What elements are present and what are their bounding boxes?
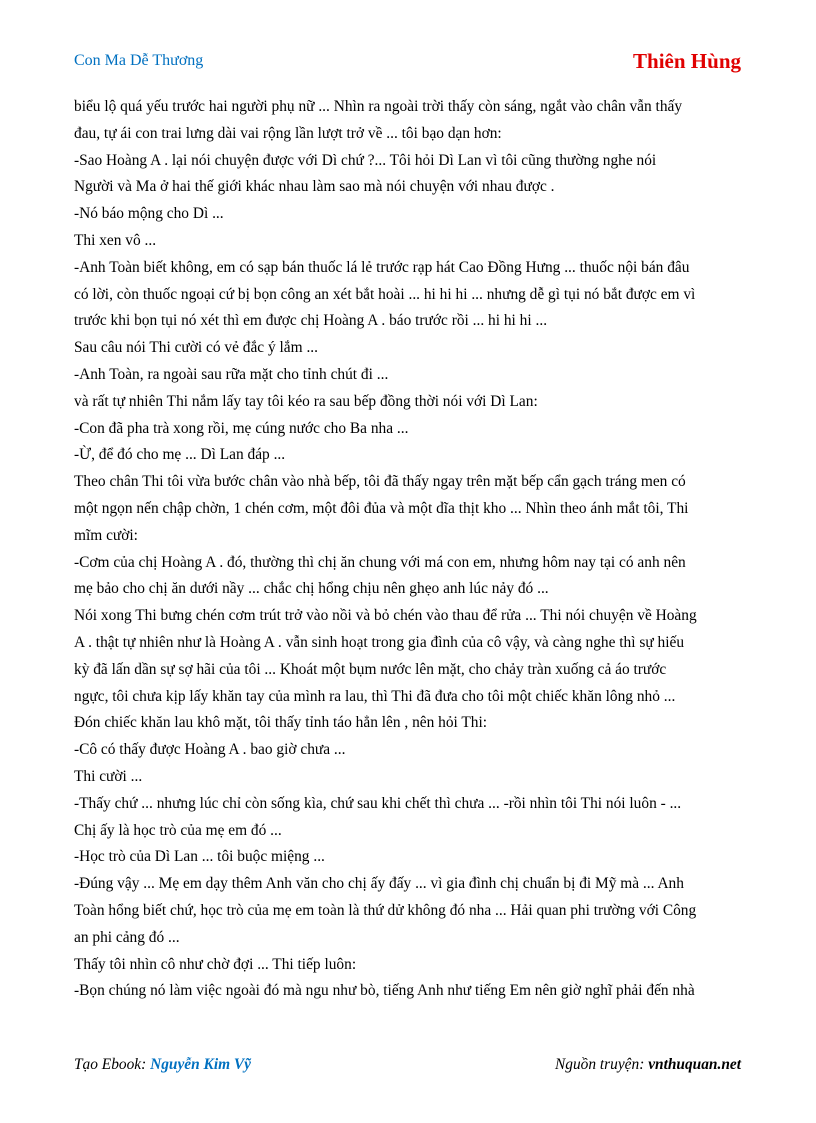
- text-line: -Đúng vậy ... Mẹ em dạy thêm Anh văn cho chị ấy đấy ... vì gia đình chị chuẩn bị đi Mỹ mà ... Anh: [74, 875, 684, 893]
- text-line: Sau câu nói Thi cười có vẻ đắc ý lắm ...: [74, 339, 318, 357]
- source-site: vnthuquan.net: [648, 1056, 741, 1073]
- text-line: đau, tự ái con trai lưng dài vai rộng lần lượt trở về ... tôi bạo dạn hơn:: [74, 124, 502, 142]
- text-line: biểu lộ quá yếu trước hai người phụ nữ ... Nhìn ra ngoài trời thấy còn sáng, ngắt vào chân vẫn thấy: [74, 98, 683, 115]
- text-line: -Bọn chúng nó làm việc ngoài đó mà ngu như bò, tiếng Anh như tiếng Em nên giờ nghĩ phải đến nhà: [74, 982, 695, 1000]
- text-line: -Con đã pha trà xong rồi, mẹ cúng nước cho Ba nha ...: [74, 419, 409, 437]
- footer-source-credit: [555, 1056, 741, 1074]
- text-line: mĩm cười:: [74, 526, 138, 544]
- text-line: an phi cảng đó ...: [74, 928, 180, 946]
- author-name: Thiên Hùng: [633, 49, 741, 73]
- ebook-creator: Nguyễn Kim Vỹ: [150, 1056, 252, 1073]
- source-separator: :: [639, 1056, 649, 1073]
- text-line: Thi xen vô ...: [74, 231, 157, 249]
- text-line: -Anh Toàn biết không, em có sạp bán thuốc lá lẻ trước rạp hát Cao Đồng Hưng ... thuốc nội bán đâu: [74, 258, 690, 276]
- text-line: mẹ bảo cho chị ăn dưới nầy ... chắc chị hổng chịu nên ghẹo anh lúc nảy đó ...: [74, 580, 549, 598]
- text-line: và rất tự nhiên Thi nắm lấy tay tôi kéo ra sau bếp đồng thời nói với Dì Lan:: [74, 392, 538, 410]
- book-title: Con Ma Dễ Thương: [74, 52, 204, 69]
- footer-ebook-credit: [74, 1056, 251, 1074]
- text-line: Người và Ma ở hai thế giới khác nhau làm sao mà nói chuyện với nhau được .: [74, 178, 555, 196]
- text-line: có lời, còn thuốc ngoại cứ bị bọn công an xét bắt hoài ... hi hi hi ... nhưng dễ gì tụi nó bắt được em vì: [74, 285, 696, 303]
- text-line: -Ừ, để đó cho mẹ ... Dì Lan đáp ...: [74, 446, 286, 464]
- text-line: -Anh Toàn, ra ngoài sau rữa mặt cho tỉnh chút đi ...: [74, 365, 389, 383]
- ebook-label: Tạo Ebook: [74, 1056, 142, 1073]
- ebook-separator: :: [141, 1056, 151, 1073]
- text-line: ngực, tôi chưa kịp lấy khăn tay của mình ra lau, thì Thi đã đưa cho tôi một chiếc khăn lông nhỏ ...: [74, 687, 676, 705]
- text-line: -Học trò của Dì Lan ... tôi buộc miệng ...: [74, 848, 325, 866]
- text-line: -Cơm của chị Hoàng A . đó, thường thì chị ăn chung với má con em, nhưng hôm nay tại có anh nên: [74, 553, 686, 571]
- text-line: một ngọn nến chập chờn, 1 chén cơm, một đôi đủa và một dĩa thịt kho ... Nhìn theo ánh mắt tôi, Thi: [74, 499, 689, 517]
- story-text: [74, 94, 754, 1005]
- text-line: Theo chân Thi tôi vừa bước chân vào nhà bếp, tôi đã thấy ngay trên mặt bếp cẩn gạch tráng men có: [74, 473, 686, 491]
- text-line: trước khi bọn tụi nó xét thì em được chị Hoàng A . báo trước rồi ... hi hi hi ...: [74, 312, 548, 330]
- text-line: Nói xong Thi bưng chén cơm trút trở vào nồi và bỏ chén vào thau để rửa ... Thi nói chuyện về Hoàng: [74, 607, 697, 625]
- text-line: A . thật tự nhiên như là Hoàng A . vẫn sinh hoạt trong gia đình của cô vậy, và càng nghe thì sự hiếu: [74, 633, 685, 651]
- text-line: Toàn hổng biết chứ, học trò của mẹ em toàn là thứ dử không đó nha ... Hải quan phi trường với Công: [74, 901, 697, 919]
- text-line: Thấy tôi nhìn cô như chờ đợi ... Thi tiếp luôn:: [74, 955, 357, 973]
- text-line: -Cô có thấy được Hoàng A . bao giờ chưa ...: [74, 741, 346, 759]
- text-line: -Thấy chứ ... nhưng lúc chỉ còn sống kìa, chứ sau khi chết thì chưa ... -rồi nhìn tôi Thi nói luôn - ...: [74, 794, 682, 812]
- text-line: Đón chiếc khăn lau khô mặt, tôi thấy tỉnh táo hẳn lên , nên hỏi Thi:: [74, 714, 488, 732]
- text-line: -Nó báo mộng cho Dì ...: [74, 205, 224, 223]
- text-line: -Sao Hoàng A . lại nói chuyện được với Dì chứ ?... Tôi hỏi Dì Lan vì tôi cũng thường nghe nói: [74, 151, 657, 169]
- text-line: kỳ đã lấn dần sự sợ hãi của tôi ... Khoát một bụm nước lên mặt, cho chảy tràn xuống cả áo trước: [74, 660, 667, 678]
- text-line: Chị ấy là học trò của mẹ em đó ...: [74, 821, 282, 839]
- text-line: Thi cười ...: [74, 767, 143, 785]
- source-label: Nguồn truyện: [554, 1056, 640, 1073]
